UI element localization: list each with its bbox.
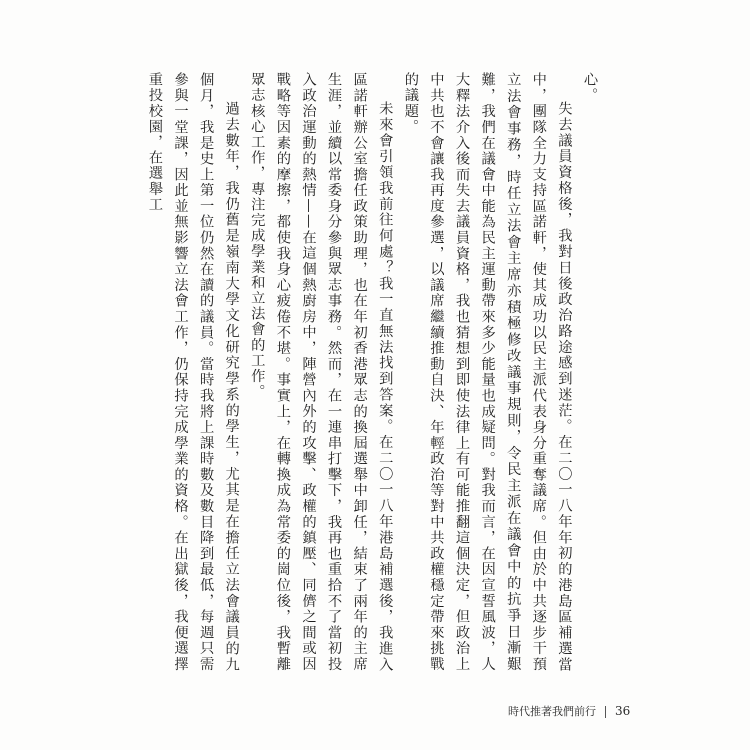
paragraph-3: 未來會引領我前往何處？我一直無法找到答案。在二〇一八年港島補選後，我進入區諾軒辦公室擔任政策助理，也在年初香港眾志的換屆選舉中卸任，結束了兩年的主席生涯，並續以常委身分參與眾志事務。然而，在一連串打擊下，我再也重拾不了當初投入政治運動的熱情——在這個熱廚房中，陣營內外的攻擊、政權的鎮壓、同儕之間或因戰略等因素的摩擦，都使我身心疲倦不堪。事實上，在轉換成為常委的崗位後，我暫離眾志核心工作，專注完成學業和立法會的工作。 bbox=[249, 72, 394, 672]
page-footer bbox=[508, 703, 630, 719]
body-text bbox=[32, 72, 602, 672]
paragraph-2: 失去議員資格後，我對日後政治路途感到迷茫。在二〇一八年年初的港島區補選當中，團隊全力支持區諾軒，使其成功以民主派代表身分重奪議席。但由於中共逐步干預立法會事務，時任立法會主席亦積極修改議事規則，令民主派在議會中的抗爭日漸艱難，我們在議會中能為民主運動帶來多少能量也成疑問。對我而言，在因宣誓風波，人大釋法介入後而失去議員資格，我也猜想到即使法律上有可能推翻這個決定，但政治上中共也不會讓我再度參選，以議席繼續推動自決、年輕政治等對中共政權穩定帶來挑戰的議題。 bbox=[402, 72, 573, 672]
running-title: 時代推著我們前行 bbox=[508, 705, 596, 718]
paragraph-1: 心。 bbox=[582, 72, 598, 104]
footer-divider bbox=[605, 706, 606, 718]
paragraph-4: 過去數年，我仍舊是嶺南大學文化研究學系的學生，尤其是在擔任立法會議員的九個月，我是史上第一位仍然在讀的議員。當時我將上課時數及數目降到最低，每週只需參與一堂課，因此並無影響立法會工作，仍保持完成學業的資格。在出獄後，我便選擇重投校園，在選舉工 bbox=[146, 72, 240, 672]
page-number: 36 bbox=[615, 704, 631, 718]
